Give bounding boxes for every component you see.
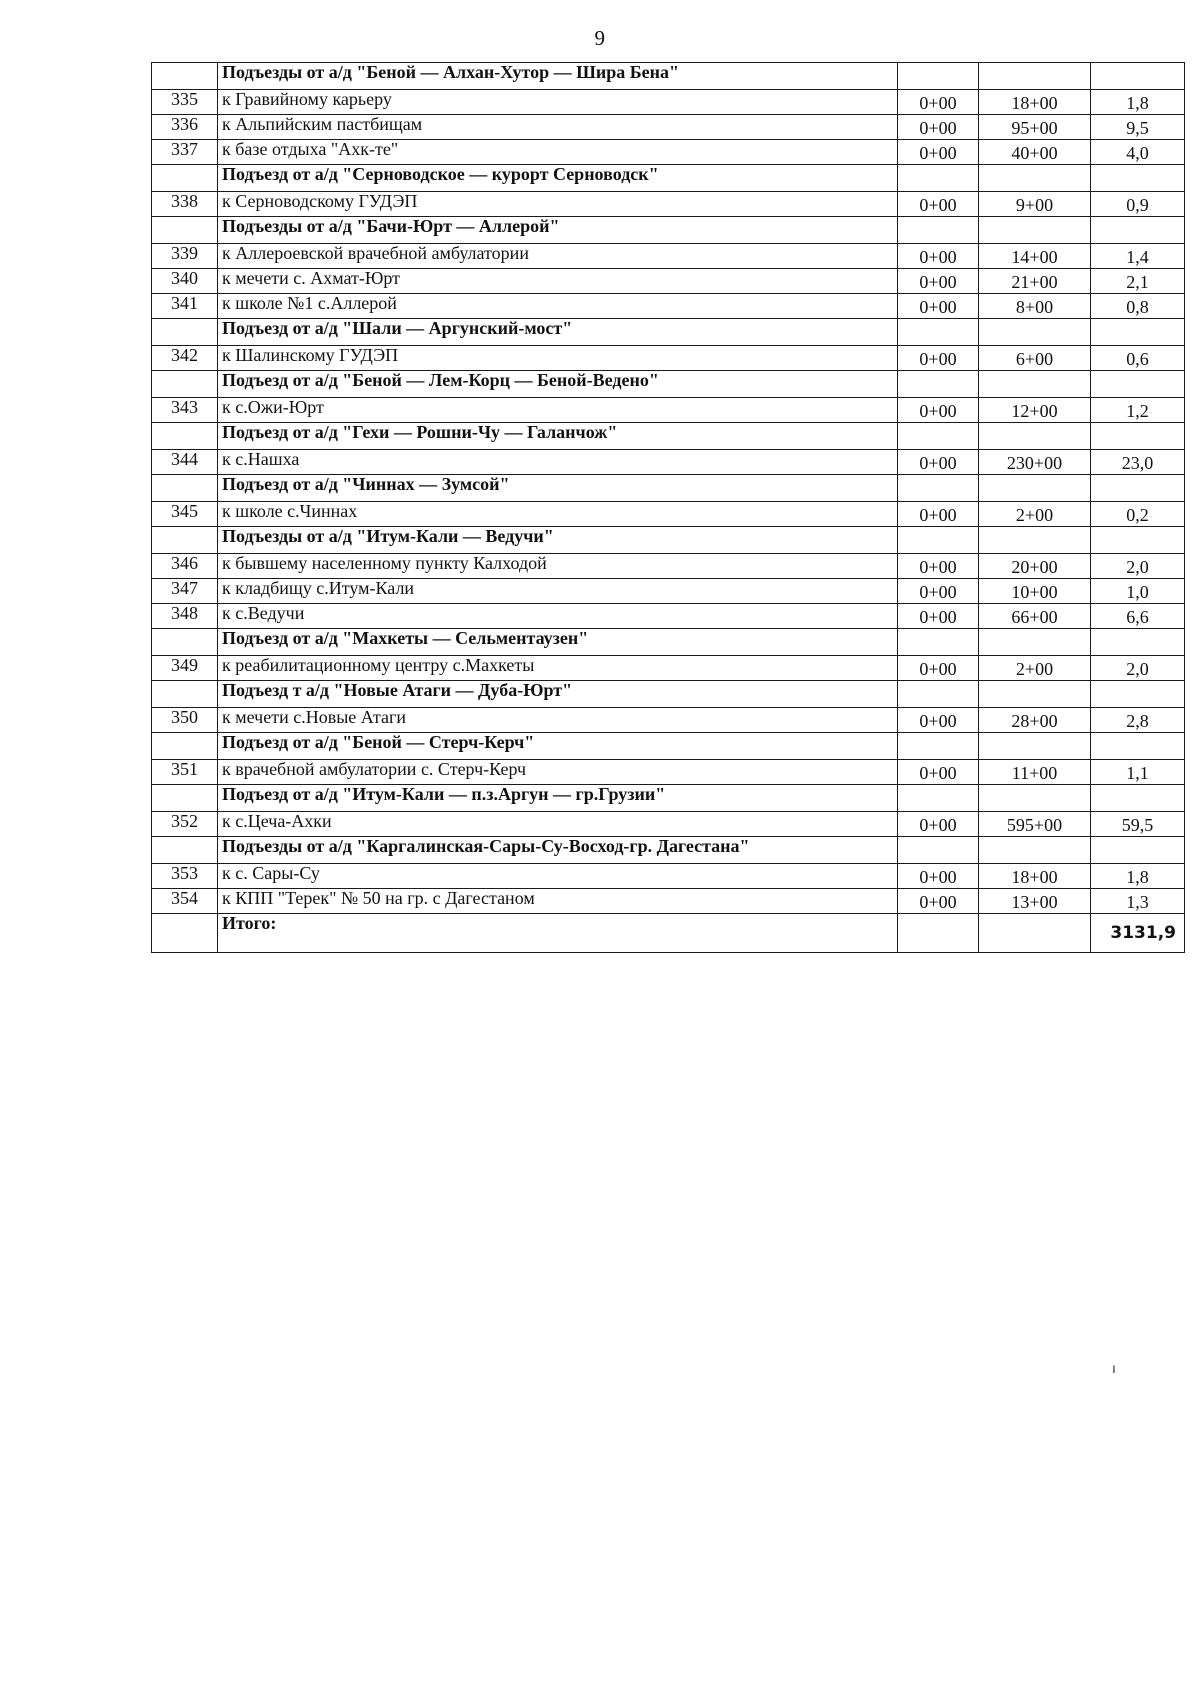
table-row [152, 244, 1185, 269]
start-km-cell: 0+00 [898, 554, 979, 579]
section-header-row [152, 837, 1185, 864]
table-row [152, 346, 1185, 371]
table-row [152, 708, 1185, 733]
row-number-cell: 348 [152, 604, 218, 629]
start-km-cell: 0+00 [898, 604, 979, 629]
row-number-cell: 351 [152, 760, 218, 785]
table-row [152, 192, 1185, 217]
row-number-cell: 341 [152, 294, 218, 319]
start-km-cell [898, 319, 979, 346]
road-name-cell: к школе №1 с.Аллерой [218, 294, 898, 319]
road-name-cell: к Аллероевской врачебной амбулатории [218, 244, 898, 269]
length-km-cell: 1,0 [1091, 579, 1185, 604]
section-header-row [152, 733, 1185, 760]
end-km-cell: 21+00 [979, 269, 1091, 294]
road-name-cell: к мечети с. Ахмат-Юрт [218, 269, 898, 294]
end-km-cell [979, 527, 1091, 554]
start-km-cell [898, 629, 979, 656]
length-km-cell: 1,8 [1091, 90, 1185, 115]
section-title-cell: Подъезды от а/д "Бачи-Юрт — Аллерой" [218, 217, 898, 244]
start-km-cell: 0+00 [898, 398, 979, 423]
table-row [152, 269, 1185, 294]
table-row [152, 398, 1185, 423]
length-km-cell [1091, 371, 1185, 398]
section-header-row [152, 165, 1185, 192]
table-row [152, 140, 1185, 165]
end-km-cell [979, 914, 1091, 953]
length-km-cell: 1,2 [1091, 398, 1185, 423]
end-km-cell: 28+00 [979, 708, 1091, 733]
section-header-row [152, 475, 1185, 502]
section-header-row [152, 319, 1185, 346]
length-km-cell: 1,8 [1091, 864, 1185, 889]
end-km-cell: 6+00 [979, 346, 1091, 371]
row-number-cell: 335 [152, 90, 218, 115]
start-km-cell [898, 785, 979, 812]
row-number-cell [152, 914, 218, 953]
row-number-cell [152, 475, 218, 502]
start-km-cell [898, 165, 979, 192]
section-header-row [152, 371, 1185, 398]
start-km-cell: 0+00 [898, 656, 979, 681]
start-km-cell: 0+00 [898, 269, 979, 294]
access-roads-table [151, 62, 1185, 953]
road-name-cell: к КПП "Терек" № 50 на гр. с Дагестаном [218, 889, 898, 914]
end-km-cell: 14+00 [979, 244, 1091, 269]
row-number-cell [152, 837, 218, 864]
road-name-cell: к базе отдыха "Ахк-те" [218, 140, 898, 165]
table-row [152, 579, 1185, 604]
start-km-cell: 0+00 [898, 244, 979, 269]
road-name-cell: к врачебной амбулатории с. Стерч-Керч [218, 760, 898, 785]
row-number-cell [152, 629, 218, 656]
start-km-cell: 0+00 [898, 140, 979, 165]
start-km-cell: 0+00 [898, 450, 979, 475]
row-number-cell: 342 [152, 346, 218, 371]
start-km-cell [898, 217, 979, 244]
section-title-cell: Подъезд т а/д "Новые Атаги — Дуба-Юрт" [218, 681, 898, 708]
row-number-cell [152, 319, 218, 346]
length-km-cell: 2,0 [1091, 554, 1185, 579]
row-number-cell: 349 [152, 656, 218, 681]
road-name-cell: к с.Ведучи [218, 604, 898, 629]
section-title-cell: Подъезды от а/д "Каргалинская-Сары-Су-Восход-гр. Дагестана" [218, 837, 898, 864]
row-number-cell: 336 [152, 115, 218, 140]
table-body [152, 63, 1185, 953]
row-number-cell: 352 [152, 812, 218, 837]
row-number-cell [152, 217, 218, 244]
start-km-cell: 0+00 [898, 115, 979, 140]
end-km-cell [979, 837, 1091, 864]
start-km-cell: 0+00 [898, 760, 979, 785]
stray-mark: ı [1112, 1360, 1116, 1376]
end-km-cell [979, 165, 1091, 192]
road-name-cell: к с.Цеча-Ахки [218, 812, 898, 837]
road-name-cell: к Альпийским пастбищам [218, 115, 898, 140]
end-km-cell [979, 681, 1091, 708]
road-name-cell: к мечети с.Новые Атаги [218, 708, 898, 733]
section-title-cell: Подъезд от а/д "Махкеты — Сельментаузен" [218, 629, 898, 656]
start-km-cell [898, 371, 979, 398]
end-km-cell: 9+00 [979, 192, 1091, 217]
length-km-cell [1091, 527, 1185, 554]
row-number-cell: 347 [152, 579, 218, 604]
row-number-cell [152, 785, 218, 812]
end-km-cell [979, 371, 1091, 398]
end-km-cell: 11+00 [979, 760, 1091, 785]
section-header-row [152, 63, 1185, 90]
length-km-cell: 2,0 [1091, 656, 1185, 681]
start-km-cell [898, 837, 979, 864]
end-km-cell: 66+00 [979, 604, 1091, 629]
length-km-cell: 4,0 [1091, 140, 1185, 165]
length-km-cell [1091, 423, 1185, 450]
length-km-cell [1091, 319, 1185, 346]
length-km-cell: 0,9 [1091, 192, 1185, 217]
row-number-cell [152, 371, 218, 398]
section-title-cell: Подъезд от а/д "Итум-Кали — п.з.Аргун — гр.Грузии" [218, 785, 898, 812]
section-title-cell: Подъезды от а/д "Итум-Кали — Ведучи" [218, 527, 898, 554]
table-row [152, 294, 1185, 319]
length-km-cell [1091, 733, 1185, 760]
table-row [152, 760, 1185, 785]
table-row [152, 450, 1185, 475]
section-header-row [152, 423, 1185, 450]
row-number-cell: 345 [152, 502, 218, 527]
total-label-cell: Итого: [218, 914, 898, 953]
length-km-cell: 23,0 [1091, 450, 1185, 475]
start-km-cell: 0+00 [898, 864, 979, 889]
road-name-cell: к школе с.Чиннах [218, 502, 898, 527]
section-title-cell: Подъезд от а/д "Беной — Стерч-Керч" [218, 733, 898, 760]
road-name-cell: к кладбищу с.Итум-Кали [218, 579, 898, 604]
length-km-cell: 0,8 [1091, 294, 1185, 319]
start-km-cell [898, 423, 979, 450]
end-km-cell: 230+00 [979, 450, 1091, 475]
end-km-cell: 8+00 [979, 294, 1091, 319]
section-header-row [152, 629, 1185, 656]
row-number-cell [152, 527, 218, 554]
end-km-cell: 2+00 [979, 502, 1091, 527]
start-km-cell [898, 733, 979, 760]
length-km-cell [1091, 475, 1185, 502]
start-km-cell: 0+00 [898, 708, 979, 733]
length-km-cell [1091, 629, 1185, 656]
end-km-cell [979, 423, 1091, 450]
row-number-cell: 354 [152, 889, 218, 914]
length-km-cell [1091, 165, 1185, 192]
road-name-cell: к Шалинскому ГУДЭП [218, 346, 898, 371]
road-name-cell: к Гравийному карьеру [218, 90, 898, 115]
end-km-cell [979, 63, 1091, 90]
row-number-cell: 337 [152, 140, 218, 165]
end-km-cell: 2+00 [979, 656, 1091, 681]
length-km-cell: 1,1 [1091, 760, 1185, 785]
end-km-cell [979, 217, 1091, 244]
start-km-cell: 0+00 [898, 579, 979, 604]
length-km-cell [1091, 837, 1185, 864]
length-km-cell: 1,4 [1091, 244, 1185, 269]
length-km-cell: 0,2 [1091, 502, 1185, 527]
end-km-cell: 95+00 [979, 115, 1091, 140]
table-row [152, 656, 1185, 681]
start-km-cell: 0+00 [898, 502, 979, 527]
length-km-cell: 9,5 [1091, 115, 1185, 140]
start-km-cell: 0+00 [898, 192, 979, 217]
start-km-cell: 0+00 [898, 294, 979, 319]
section-title-cell: Подъезд от а/д "Гехи — Рошни-Чу — Галанчож" [218, 423, 898, 450]
end-km-cell: 12+00 [979, 398, 1091, 423]
row-number-cell: 339 [152, 244, 218, 269]
section-header-row [152, 527, 1185, 554]
end-km-cell [979, 733, 1091, 760]
length-km-cell: 59,5 [1091, 812, 1185, 837]
start-km-cell [898, 914, 979, 953]
total-length-cell: 3131,9 [1091, 914, 1185, 953]
section-title-cell: Подъезд от а/д "Шали — Аргунский-мост" [218, 319, 898, 346]
start-km-cell [898, 475, 979, 502]
road-name-cell: к реабилитационному центру с.Махкеты [218, 656, 898, 681]
end-km-cell: 10+00 [979, 579, 1091, 604]
length-km-cell: 2,8 [1091, 708, 1185, 733]
length-km-cell: 0,6 [1091, 346, 1185, 371]
row-number-cell: 350 [152, 708, 218, 733]
section-header-row [152, 681, 1185, 708]
end-km-cell [979, 475, 1091, 502]
page-number: 9 [594, 26, 606, 50]
row-number-cell: 344 [152, 450, 218, 475]
total-row [152, 914, 1185, 953]
end-km-cell: 595+00 [979, 812, 1091, 837]
start-km-cell [898, 527, 979, 554]
start-km-cell: 0+00 [898, 889, 979, 914]
table-row [152, 90, 1185, 115]
row-number-cell [152, 681, 218, 708]
table-row [152, 502, 1185, 527]
end-km-cell: 20+00 [979, 554, 1091, 579]
row-number-cell: 340 [152, 269, 218, 294]
table-row [152, 864, 1185, 889]
row-number-cell: 346 [152, 554, 218, 579]
section-title-cell: Подъезд от а/д "Беной — Лем-Корц — Беной-Ведено" [218, 371, 898, 398]
length-km-cell [1091, 681, 1185, 708]
table-row [152, 604, 1185, 629]
end-km-cell: 18+00 [979, 90, 1091, 115]
row-number-cell: 338 [152, 192, 218, 217]
end-km-cell: 13+00 [979, 889, 1091, 914]
row-number-cell [152, 165, 218, 192]
road-name-cell: к с. Сары-Су [218, 864, 898, 889]
road-name-cell: к с.Ожи-Юрт [218, 398, 898, 423]
section-title-cell: Подъезд от а/д "Серноводское — курорт Серноводск" [218, 165, 898, 192]
end-km-cell [979, 319, 1091, 346]
start-km-cell [898, 63, 979, 90]
row-number-cell [152, 423, 218, 450]
length-km-cell: 2,1 [1091, 269, 1185, 294]
table-row [152, 554, 1185, 579]
length-km-cell: 6,6 [1091, 604, 1185, 629]
end-km-cell: 18+00 [979, 864, 1091, 889]
section-header-row [152, 217, 1185, 244]
length-km-cell [1091, 63, 1185, 90]
length-km-cell [1091, 217, 1185, 244]
road-name-cell: к с.Нашха [218, 450, 898, 475]
table-row [152, 889, 1185, 914]
start-km-cell: 0+00 [898, 812, 979, 837]
end-km-cell [979, 629, 1091, 656]
row-number-cell: 353 [152, 864, 218, 889]
length-km-cell: 1,3 [1091, 889, 1185, 914]
end-km-cell: 40+00 [979, 140, 1091, 165]
row-number-cell: 343 [152, 398, 218, 423]
section-title-cell: Подъезды от а/д "Беной — Алхан-Хутор — Шира Бена" [218, 63, 898, 90]
row-number-cell [152, 63, 218, 90]
section-title-cell: Подъезд от а/д "Чиннах — Зумсой" [218, 475, 898, 502]
start-km-cell [898, 681, 979, 708]
table-row [152, 115, 1185, 140]
start-km-cell: 0+00 [898, 90, 979, 115]
road-name-cell: к Серноводскому ГУДЭП [218, 192, 898, 217]
road-name-cell: к бывшему населенному пункту Калходой [218, 554, 898, 579]
start-km-cell: 0+00 [898, 346, 979, 371]
end-km-cell [979, 785, 1091, 812]
length-km-cell [1091, 785, 1185, 812]
row-number-cell [152, 733, 218, 760]
table-row [152, 812, 1185, 837]
section-header-row [152, 785, 1185, 812]
